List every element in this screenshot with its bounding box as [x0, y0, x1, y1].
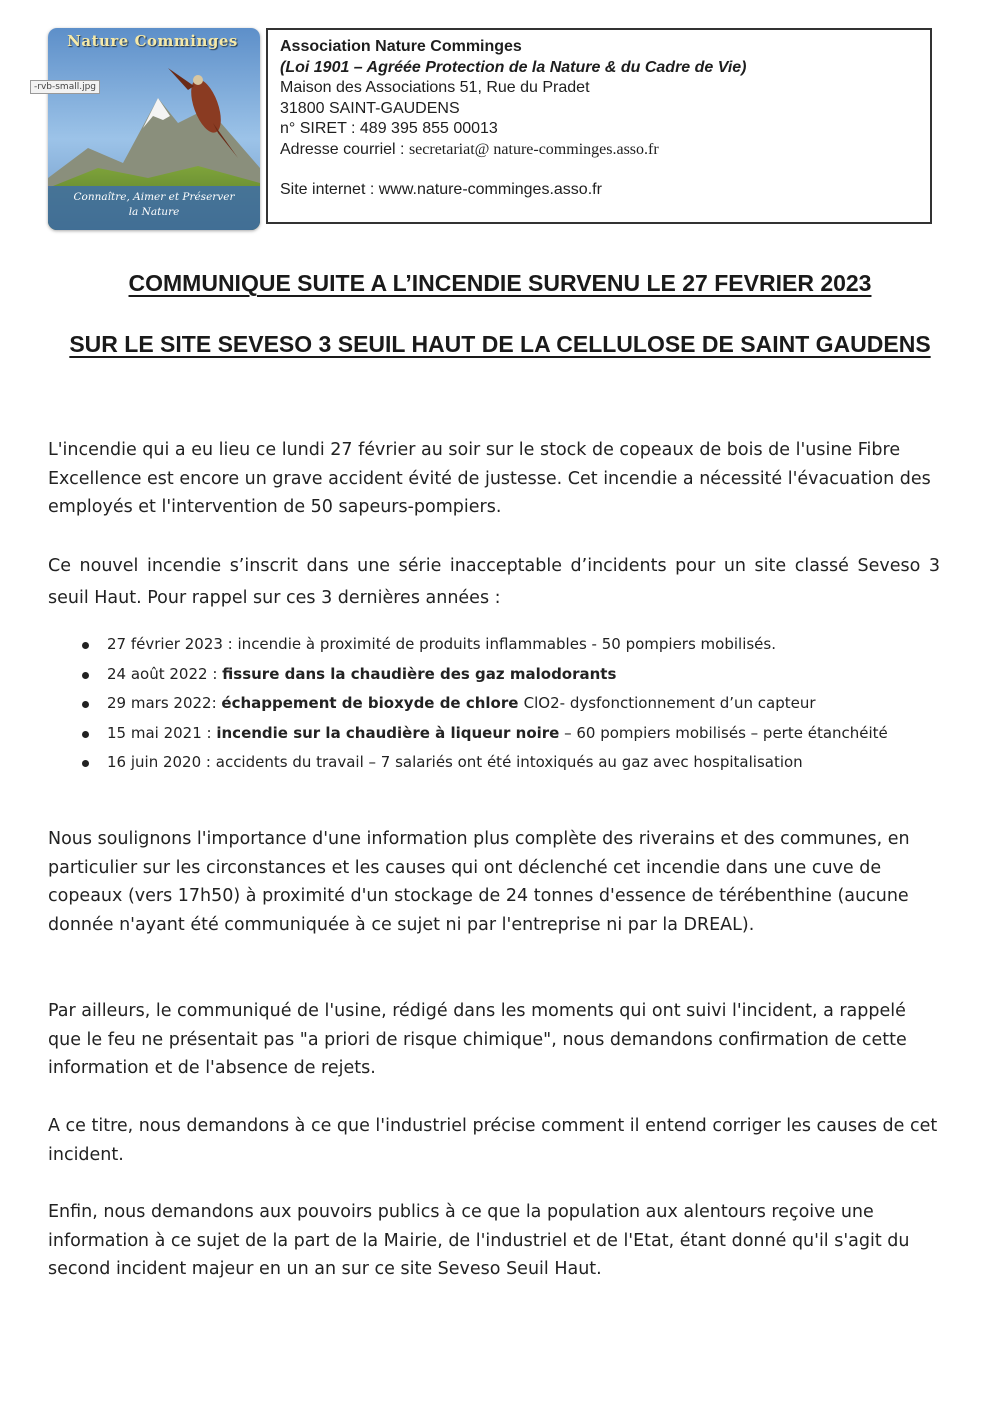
list-item: 24 août 2022 : fissure dans la chaudière des gaz malodorants — [80, 660, 960, 690]
siret-number: n° SIRET : 489 395 855 00013 — [280, 120, 498, 137]
paragraph-incident: L'incendie qui a eu lieu ce lundi 27 février au soir sur le stock de copeaux de bois de l'usine Fibre Excellence est encore un grave accident évité de justesse. Cet incendie a nécessité l'évacuation des employés et l'intervention de 50 sapeurs-pompiers. — [48, 440, 931, 517]
press-release-title: COMMUNIQUE SUITE A L’INCENDIE SURVENU LE 27 FEVRIER 2023 — [128, 270, 872, 296]
paragraph-public-authorities: Enfin, nous demandons aux pouvoirs publics à ce que la population aux alentours reçoive une information à ce sujet de la part de la Mairie, de l'industriel et de l'Etat, étant donné qu'il s'agit du second incident majeur en un an sur ce site Seveso Seuil Haut. — [48, 1202, 910, 1279]
email-line — [280, 140, 918, 161]
association-info-box — [266, 28, 932, 224]
logo-file-tag: -rvb-small.jpg — [30, 80, 100, 94]
paragraph-series: Ce nouvel incendie s’inscrit dans une série inacceptable d’incidents pour un site classé Seveso 3 seuil Haut. Pour rappel sur ces 3 dernières années : — [48, 556, 940, 608]
logo-slogan-line2: la Nature — [128, 206, 180, 218]
logo-title: Nature Comminges — [67, 32, 238, 50]
email-label: Adresse courriel : — [280, 140, 409, 158]
paragraph-corrective-measures: A ce titre, nous demandons à ce que l'industriel précise comment il entend corriger les causes de cet incident. — [48, 1116, 938, 1165]
list-item: 29 mars 2022: échappement de bioxyde de chlore ClO2- dysfonctionnement d’un capteur — [80, 689, 960, 719]
logo-slogan-line1: Connaître, Aimer et Préserver — [73, 191, 235, 203]
website-line[interactable]: Site internet : www.nature-comminges.asso.fr — [280, 181, 602, 198]
press-release-subtitle: SUR LE SITE SEVESO 3 SEUIL HAUT DE LA CELLULOSE DE SAINT GAUDENS — [69, 331, 931, 357]
paragraph-information-request: Nous soulignons l'importance d'une information plus complète des riverains et des communes, en particulier sur les circonstances et les causes qui ont déclenché cet incendie dans une cuve de copeaux (vers 17h50) à proximité d'un stockage de 24 tonnes d'essence de térébenthine (aucune donnée n'ayant été communiquée à ce sujet ni par l'entreprise ni par la DREAL). — [48, 829, 910, 935]
association-legal-status: (Loi 1901 – Agréée Protection de la Nature & du Cadre de Vie) — [280, 58, 747, 76]
incident-list — [80, 630, 960, 778]
logo-slogan — [52, 190, 256, 220]
list-item: 27 février 2023 : incendie à proximité de produits inflammables - 50 pompiers mobilisés. — [80, 630, 960, 660]
paragraph-chemical-risk: Par ailleurs, le communiqué de l'usine, rédigé dans les moments qui ont suivi l'incident, a rappelé que le feu ne présentait pas "a priori de risque chimique", nous demandons confirmation de cette information et de l'absence de rejets. — [48, 1001, 907, 1078]
list-item: 16 juin 2020 : accidents du travail – 7 salariés ont été intoxiqués au gaz avec hospitalisation — [80, 748, 960, 778]
list-item: 15 mai 2021 : incendie sur la chaudière à liqueur noire – 60 pompiers mobilisés – perte étanchéité — [80, 719, 960, 749]
address-line-1: Maison des Associations 51, Rue du Pradet — [280, 79, 590, 96]
email-address[interactable]: secretariat@ nature-comminges.asso.fr — [408, 140, 659, 158]
address-line-2: 31800 SAINT-GAUDENS — [280, 99, 460, 117]
association-name: Association Nature Comminges — [280, 38, 522, 55]
